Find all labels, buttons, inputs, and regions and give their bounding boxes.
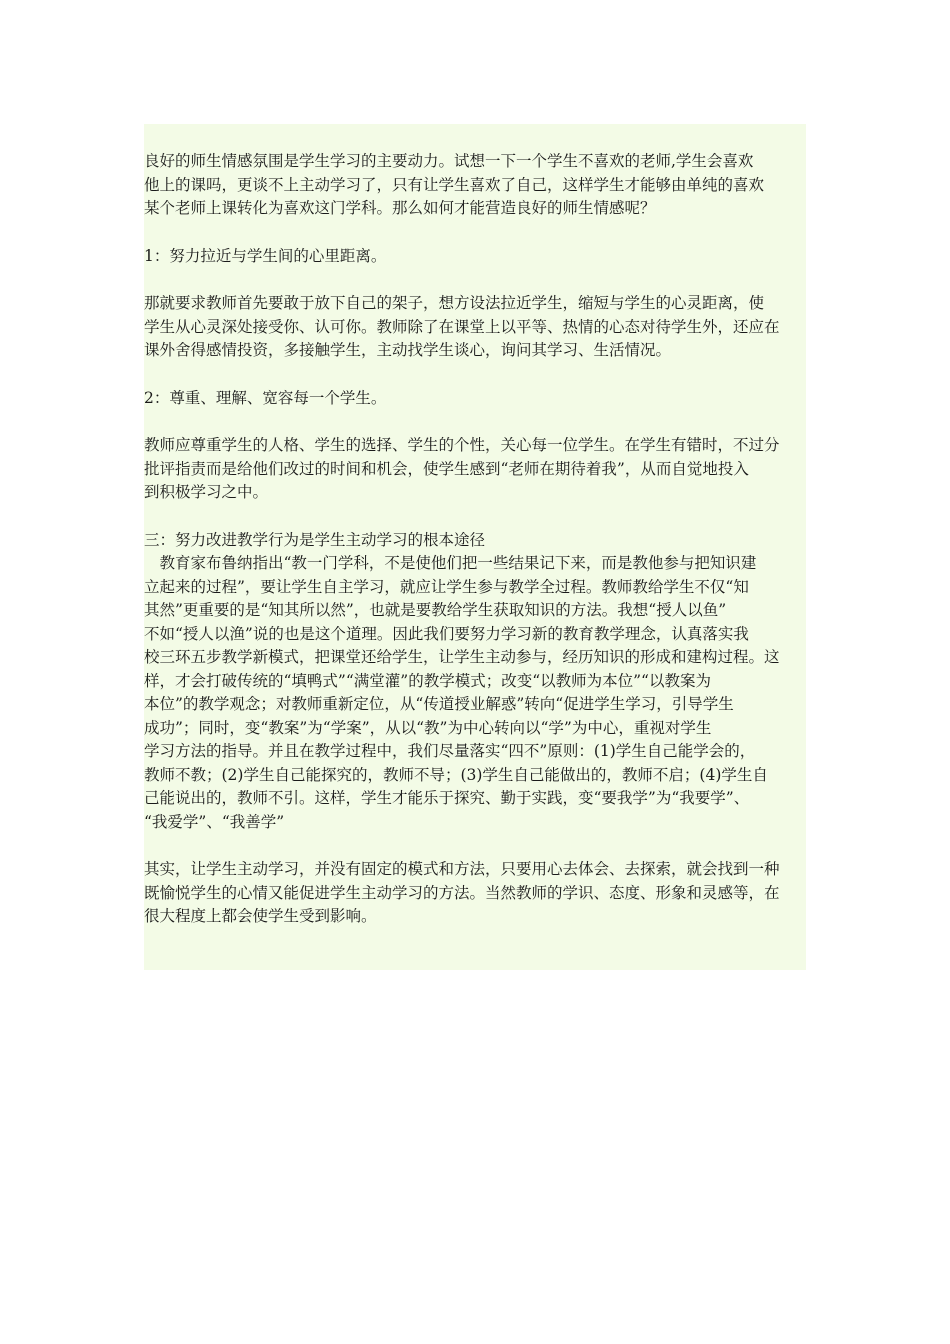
text-line: 课外舍得感情投资，多接触学生，主动找学生谈心，询问其学习、生活情况。 — [144, 341, 672, 359]
text-line: 那就要求教师首先要敢于放下自己的架子，想方设法拉近学生，缩短与学生的心灵距离，使 — [144, 294, 765, 312]
paragraph-gap — [144, 505, 806, 529]
heading-line: 2：尊重、理解、宽容每一个学生。 — [144, 388, 387, 407]
section-heading-line: 三：努力改进教学行为是学生主动学习的根本途径 — [144, 530, 486, 549]
text-line: 其实，让学生主动学习，并没有固定的模式和方法，只要用心去体会、去探索，就会找到一种 — [144, 860, 780, 878]
text-line: 校三环五步教学新模式，把课堂还给学生，让学生主动参与，经历知识的形成和建构过程。这 — [144, 648, 780, 666]
point2-heading — [144, 387, 806, 411]
heading-line: 1：努力拉近与学生间的心里距离。 — [144, 246, 387, 265]
text-line: 教师不教；(2)学生自己能探究的，教师不导；(3)学生自己能做出的，教师不启；(4)学生自 — [144, 765, 768, 784]
text-line: 到积极学习之中。 — [144, 483, 269, 501]
paragraph-gap — [144, 221, 806, 245]
highlighted-text-block — [144, 124, 806, 970]
text-line: 既愉悦学生的心情又能促进学生主动学习的方法。当然教师的学识、态度、形象和灵感等，在 — [144, 883, 780, 902]
text-line: 批评指责而是给他们改过的时间和机会，使学生感到“老师在期待着我”，从而自觉地投入 — [144, 459, 749, 478]
paragraph-gap — [144, 268, 806, 292]
text-line: 其然”更重要的是“知其所以然”，也就是要教给学生获取知识的方法。我想“授人以鱼” — [144, 601, 727, 619]
paragraph-gap — [144, 363, 806, 387]
paragraph-gap — [144, 834, 806, 858]
text-line: 某个老师上课转化为喜欢这门学科。那么如何才能营造良好的师生情感呢？ — [144, 199, 656, 217]
text-line: 学习方法的指导。并且在教学过程中，我们尽量落实“四不”原则：(1)学生自己能学会的， — [144, 742, 756, 760]
text-line: “我爱学”、“我善学” — [144, 812, 285, 831]
text-line: 良好的师生情感氛围是学生学习的主要动力。试想一下一个学生不喜欢的老师,学生会喜欢 — [144, 152, 754, 170]
point2-paragraph — [144, 434, 806, 505]
text-line: 学生从心灵深处接受你、认可你。教师除了在课堂上以平等、热情的心态对待学生外，还应在 — [144, 317, 780, 336]
text-line: 他上的课吗，更谈不上主动学习了，只有让学生喜欢了自己，这样学生才能够由单纯的喜欢 — [144, 175, 765, 194]
text-line: 本位”的教学观念；对教师重新定位，从“传道授业解惑”转向“促进学生学习，引导学生 — [144, 695, 734, 713]
paragraph-gap — [144, 410, 806, 434]
conclusion-paragraph — [144, 858, 806, 929]
text-line: 教育家布鲁纳指出“教一门学科，不是使他们把一些结果记下来，而是教他参与把知识建 — [144, 554, 757, 572]
intro-paragraph — [144, 150, 806, 221]
text-line: 己能说出的，教师不引。这样，学生才能乐于探究、勤于实践，变“要我学”为“我要学”、 — [144, 789, 750, 807]
section3-paragraph — [144, 529, 806, 835]
text-line: 样，才会打破传统的“填鸭式”“满堂灌”的教学模式；改变“以教师为本位”“以教案为 — [144, 671, 711, 690]
text-line: 成功”；同时，变“教案”为“学案”，从以“教”为中心转向以“学”为中心，重视对学生 — [144, 718, 712, 737]
text-line: 教师应尊重学生的人格、学生的选择、学生的个性，关心每一位学生。在学生有错时，不过分 — [144, 436, 780, 454]
text-line: 立起来的过程”，要让学生自主学习，就应让学生参与教学全过程。教师教给学生不仅“知 — [144, 577, 749, 596]
point1-heading — [144, 245, 806, 269]
text-line: 很大程度上都会使学生受到影响。 — [144, 907, 377, 925]
text-line: 不如“授人以渔”说的也是这个道理。因此我们要努力学习新的教育教学理念，认真落实我 — [144, 624, 749, 643]
point1-paragraph — [144, 292, 806, 363]
